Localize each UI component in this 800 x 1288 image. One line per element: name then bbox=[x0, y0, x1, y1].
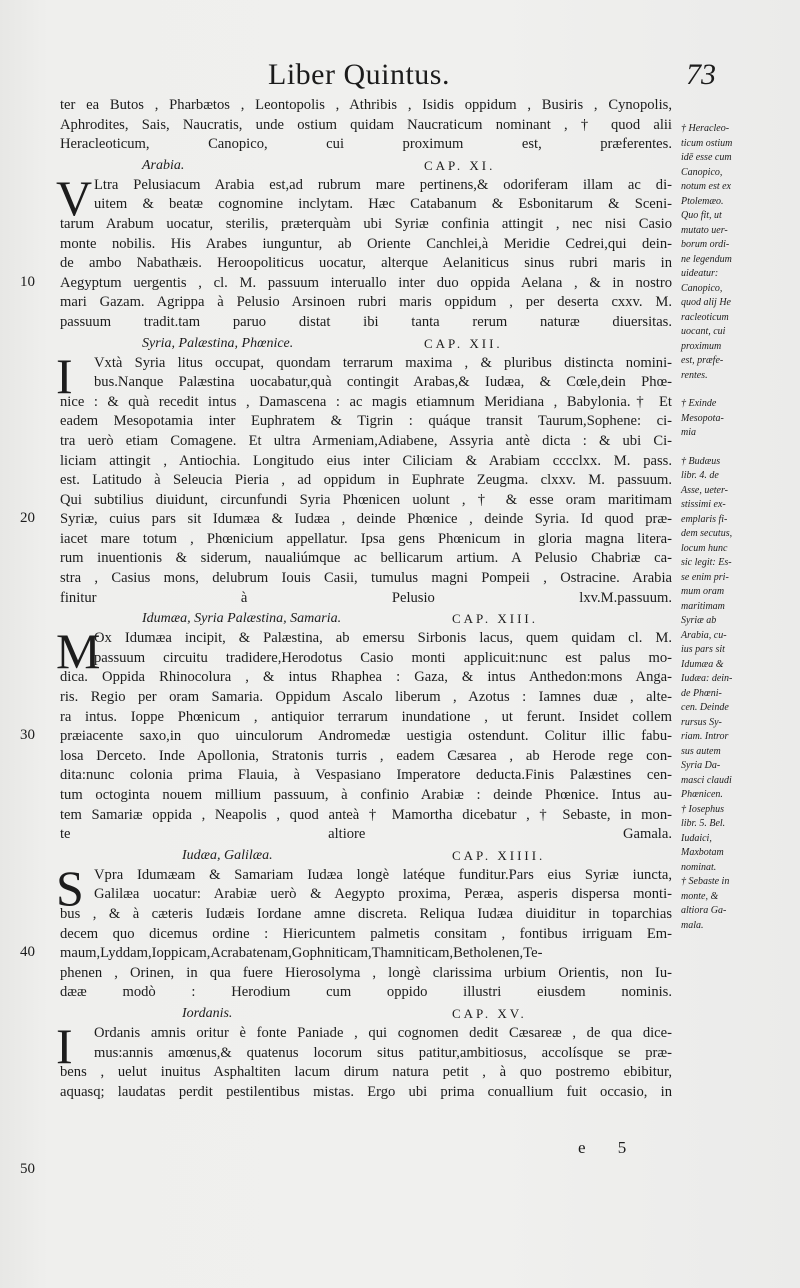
text-line: mus:annis amœnus,& quatenus locorum situs patitur,ambitiosus, accolísque se præ- bbox=[94, 1044, 672, 1061]
text-line: est. Latitudo à Seleucia Pieria , ad oppidum in Euphrate Zeugma. clxxv. M. passuum. bbox=[60, 472, 672, 489]
chapter-title: Idumæa, Syria Palæstina, Samaria. bbox=[142, 611, 342, 627]
chapter-number: CAP. XIII. bbox=[452, 611, 538, 627]
text-line: Vpra Idumæam & Samariam Iudæa longè latéque funditur.Pars eius Syriæ iuncta, bbox=[94, 866, 672, 883]
margin-note-line: emplaris fi- bbox=[681, 513, 728, 525]
margin-note-line: mutato uer- bbox=[681, 224, 728, 236]
text-line: ris. Regio per oram Samaria. Oppidum Ascalo liberum , Azotus : Iamnes duæ , alte- bbox=[60, 689, 672, 706]
margin-note-line: riam. Intror bbox=[681, 731, 729, 742]
margin-note-line: Iudæa: dein- bbox=[681, 673, 733, 684]
margin-note-line: sus autem bbox=[681, 745, 721, 757]
text-line: ter ea Butos , Pharbætos , Leontopolis , Athribis , Isidis oppidum , Busiris , Cynopolis, bbox=[60, 97, 672, 113]
margin-note-line: de Phœni- bbox=[681, 687, 722, 699]
text-line: aquasq; laudatas perdit pestilentibus mistas. Ergo ubi prima conuallium fuit occasio, in bbox=[60, 1083, 672, 1100]
text-line: Syriæ, cuius pars sit Idumæa & Iudæa , deinde Phœnice , deinde Syria. Id quod præ- bbox=[60, 511, 672, 528]
margin-note-line: stissimi ex- bbox=[681, 499, 726, 510]
margin-note-line: † Heracleo- bbox=[681, 123, 730, 134]
margin-note-line: borum ordi- bbox=[681, 239, 730, 250]
running-head: Liber Quintus. bbox=[268, 58, 450, 91]
text-line: nice : & quà recedit intus , Damascena : ac magis etiamnum Meridiana , Babylonia.† Et bbox=[60, 393, 672, 410]
text-line: tarum Arabum uocatur, sterilis, præterquàm ubi Syriæ confinia attingit , nec nisi Casio bbox=[60, 215, 672, 232]
margin-note-line: † Iosephus bbox=[681, 803, 725, 815]
margin-note-line: ne legendum bbox=[681, 253, 732, 265]
margin-note-line: † Sebaste in bbox=[681, 876, 730, 887]
margin-note-line: idē esse cum bbox=[681, 152, 732, 163]
text-line: bus , & à cæteris Iudæis Iordane amne discreta. Reliqua Iudæa diuiditur in toparchias bbox=[60, 905, 672, 922]
text-line: dita:nunc colonia prima Flauia, à Vespasiano Imperatore deducta.Finis Palæstines cen- bbox=[60, 767, 672, 784]
text-line: eadem Mesopotamia inter Euphratem & Tigrin : quáque transit Taurum,Sophene: ci- bbox=[60, 413, 672, 430]
chapter-title: Arabia. bbox=[142, 157, 185, 173]
margin-note-line: mum oram bbox=[681, 586, 725, 597]
text-line: Vxtà Syria litus occupat, quondam terrarum maxima , & pluribus distincta nomini- bbox=[94, 354, 672, 371]
text-line: rum inuentionis & siderum, naualiúmque ac bellicarum artium. A Pelusio Chabriæ ca- bbox=[60, 550, 672, 567]
text-line: liciam attingit , Antiochia. Longitudo eius inter Ciliciam & Arabiam cccclxx. M. pass. bbox=[60, 452, 672, 469]
margin-note-line: ticum ostium bbox=[681, 137, 733, 149]
margin-note-line: † Budæus bbox=[681, 455, 721, 467]
margin-note-line: ius pars sit bbox=[681, 644, 725, 655]
text-line: ra intus. Ioppe Phœnicum , antiquior terrarum inundatione , ut ferunt. Insidet collem bbox=[60, 708, 672, 725]
line-number: 30 bbox=[20, 727, 35, 744]
margin-note-line: † Exinde bbox=[681, 398, 717, 409]
margin-note-line: locum hunc bbox=[681, 542, 728, 554]
drop-capital: M bbox=[56, 623, 101, 680]
chapter-heading bbox=[60, 155, 672, 176]
chapter-heading bbox=[60, 1003, 672, 1024]
note-spacer bbox=[681, 383, 791, 397]
margin-note-line: mia bbox=[681, 427, 696, 438]
margin-note-line: Syria Da- bbox=[681, 760, 721, 771]
margin-note-line: rentes. bbox=[681, 369, 708, 381]
text-line: Aegyptum uergentis , cl. M. passuum interuallo inter duo oppida Aelana , & in nostro bbox=[60, 274, 672, 291]
text-line: tra uerò etiam Comagene. Et ultra Armeniam,Adiabene, Assyria antè dicta : & ubi Ci- bbox=[60, 432, 672, 449]
line-number: 20 bbox=[20, 510, 35, 527]
margin-note-line: libr. 5. Bel. bbox=[681, 818, 726, 829]
margin-note-line: quod alij He bbox=[681, 297, 731, 308]
margin-note-line: Arabia, cu- bbox=[681, 629, 727, 641]
margin-note-line: Idumæa & bbox=[681, 658, 724, 670]
text-line: monte nobilis. His Arabes iunguntur, ab Oriente Canchlei,à Meridie Cedrei,qui dein- bbox=[60, 235, 672, 252]
margin-note-line: Ptolemæo. bbox=[681, 195, 724, 207]
text-line: phenen , Orinen, in qua fuere Hierosolyma , longè clarissima urbium Orientis, non Iu- bbox=[60, 964, 672, 981]
margin-note-line: Syriæ ab bbox=[681, 615, 717, 626]
margin-note-line: notum est ex bbox=[681, 181, 731, 192]
margin-note-line: Maxbotam bbox=[681, 847, 724, 858]
chapter-heading bbox=[60, 845, 672, 866]
text-line: passuum tradit.tam paruo distat ibi tanta rerum naturæ diuersitas. bbox=[60, 313, 672, 330]
text-line: bus.Nanque Palæstina uocabatur,quà contingit Arabas,& Iudæa, & Cœle,dein Phœ- bbox=[94, 374, 672, 391]
chapter-number: CAP. XI. bbox=[424, 157, 496, 173]
drop-capital: I bbox=[56, 1017, 73, 1074]
margin-note-line: Mesopota- bbox=[681, 412, 724, 424]
margin-note-line: Canopico, bbox=[681, 166, 723, 178]
margin-note-line: se enim pri- bbox=[681, 571, 729, 583]
margin-note-line: rursus Sy- bbox=[681, 716, 722, 728]
drop-capital: I bbox=[56, 347, 73, 404]
margin-note-line: libr. 4. de bbox=[681, 470, 719, 481]
text-line: iacet mare totum , Phœnicium appellatur. Ipsa gens Phœnicum in gloria magna litera- bbox=[60, 530, 672, 547]
text-line: finitur à Pelusio lxv.M.passuum. bbox=[60, 589, 672, 606]
chapter-heading bbox=[60, 333, 672, 354]
margin-note-line: Quo fit, ut bbox=[681, 210, 722, 221]
line-number: 40 bbox=[20, 944, 35, 961]
text-line: losa Derceto. Inde Apollonia, Stratonis turris , eadem Cæsarea , ab Herode rege con- bbox=[60, 747, 672, 764]
page-number: 73 bbox=[686, 58, 716, 91]
margin-note-line: cen. Deinde bbox=[681, 702, 729, 713]
margin-note-line: est, præfe- bbox=[681, 355, 724, 366]
chapter-title: Iudæa, Galilæa. bbox=[182, 847, 273, 863]
text-line: Heracleoticum, Canopico, cui proximum est, præferentes. bbox=[60, 136, 672, 153]
margin-note-line: racleoticum bbox=[681, 311, 729, 323]
text-line: dææ modò : Herodium cum oppido illustri eiusdem nominis. bbox=[60, 984, 672, 1001]
line-number: 10 bbox=[20, 273, 35, 290]
chapter-heading bbox=[60, 608, 672, 629]
margin-note-line: uocant, cui bbox=[681, 326, 726, 337]
drop-capital: V bbox=[56, 169, 93, 226]
margin-note-line: mala. bbox=[681, 919, 704, 931]
margin-note-line: nominat. bbox=[681, 861, 717, 873]
line-number: 50 bbox=[20, 1161, 35, 1178]
margin-note-line: Iudaici, bbox=[681, 832, 712, 844]
margin-note-line: masci claudi bbox=[681, 774, 732, 786]
text-line: tem Samariæ oppida , Neapolis , quod anteà † Mamortha dicebatur , † Sebaste, in mon- bbox=[60, 806, 672, 823]
text-line: mari Gazam. Agrippa à Pelusio Arsinoen rubri maris oppidum , per deserta cxxv. M. bbox=[60, 294, 672, 311]
text-line: maum,Lyddam,Ioppicam,Acrabatenam,Gophniticam,Thamniticam,Betholenen,Te- bbox=[60, 945, 543, 962]
text-line: dica. Oppida Rhinocolura , & intus Rhaphea : Gaza, & intus Anthedon:mons Anga- bbox=[60, 669, 672, 686]
text-line: de ambo Nabathæis. Heroopoliticus uocatur, alterque Aelaniticus sinus rubri maris in bbox=[60, 255, 672, 272]
text-line: præiacente saxo,in quo uinculorum Andromedæ uestigia ostendunt. Colitur illic fabu- bbox=[60, 728, 672, 745]
text-line: tum octoginta nouem millium passuum, à confinio Arabiæ : deinde Phœnice. Intus au- bbox=[60, 787, 672, 803]
margin-note-line: Phœnicen. bbox=[681, 789, 723, 800]
drop-capital: S bbox=[56, 859, 84, 916]
margin-note-line: uideatur: bbox=[681, 268, 719, 279]
chapter-number: CAP. XII. bbox=[424, 335, 503, 351]
text-line: Ox Idumæa incipit, & Palæstina, ab emersu Sirbonis lacus, quem quidam cl. M. bbox=[94, 630, 672, 647]
text-line: Galilæa uocatur: Arabiæ uerò & Aegypto proxima, Peræa, asperis dispersa monti- bbox=[94, 886, 672, 903]
margin-note-line: maritimam bbox=[681, 600, 725, 612]
text-line: decem quo dicemus ordine : Hiericuntem palmetis consitam , fontibus irriguam Em- bbox=[60, 925, 672, 942]
text-line: Qui subtilius diuidunt, circunfundi Syria Phœnicen uolunt , † & esse oram maritimam bbox=[60, 491, 672, 508]
margin-notes bbox=[681, 122, 791, 933]
text-line: uitem & beatæ cognomine inclytam. Hæc Catabanum & Esbonitarum & Sceni- bbox=[94, 196, 672, 213]
margin-note-line: altiora Ga- bbox=[681, 905, 727, 916]
text-line: Aphrodites, Sais, Naucratis, unde ostium quidam Naucraticum nominant , † quod alii bbox=[60, 116, 672, 133]
margin-note-line: Asse, ueter- bbox=[681, 484, 729, 496]
margin-note-line: Canopico, bbox=[681, 282, 723, 294]
margin-note-line: sic legit: Es- bbox=[681, 557, 732, 568]
chapter-number: CAP. XV. bbox=[452, 1005, 527, 1021]
text-line: stra , Casius mons, delubrum Iouis Casii, tumulus magni Pompeii , Ostracine. Arabia bbox=[60, 570, 672, 587]
chapter-number: CAP. XIIII. bbox=[452, 847, 546, 863]
margin-note-line: dem secutus, bbox=[681, 528, 733, 539]
text-line: Ltra Pelusiacum Arabia est,ad rubrum mare pertinens,& odoriferam illam ac di- bbox=[94, 176, 672, 193]
text-line: Ordanis amnis oritur è fonte Paniade , qui cognomen dedit Cæsareæ , de qua dice- bbox=[94, 1024, 672, 1041]
chapter-title: Syria, Palæstina, Phœnice. bbox=[142, 335, 294, 351]
note-spacer bbox=[681, 441, 791, 455]
text-line: passuum circuitu tradidere,Herodotus Casio monti applicuit:nunc est palus mo- bbox=[94, 649, 672, 666]
margin-note-line: monte, & bbox=[681, 890, 719, 902]
signature-mark: e 5 bbox=[578, 1138, 641, 1157]
text-line: te altiore Gamala. bbox=[60, 826, 672, 843]
text-line: bens , uelut inuitus Asphaltiten lacum dirum natura petit , à quo postremo ebibitur, bbox=[60, 1064, 672, 1081]
margin-note-line: proximum bbox=[681, 340, 722, 352]
chapter-title: Iordanis. bbox=[182, 1005, 233, 1021]
